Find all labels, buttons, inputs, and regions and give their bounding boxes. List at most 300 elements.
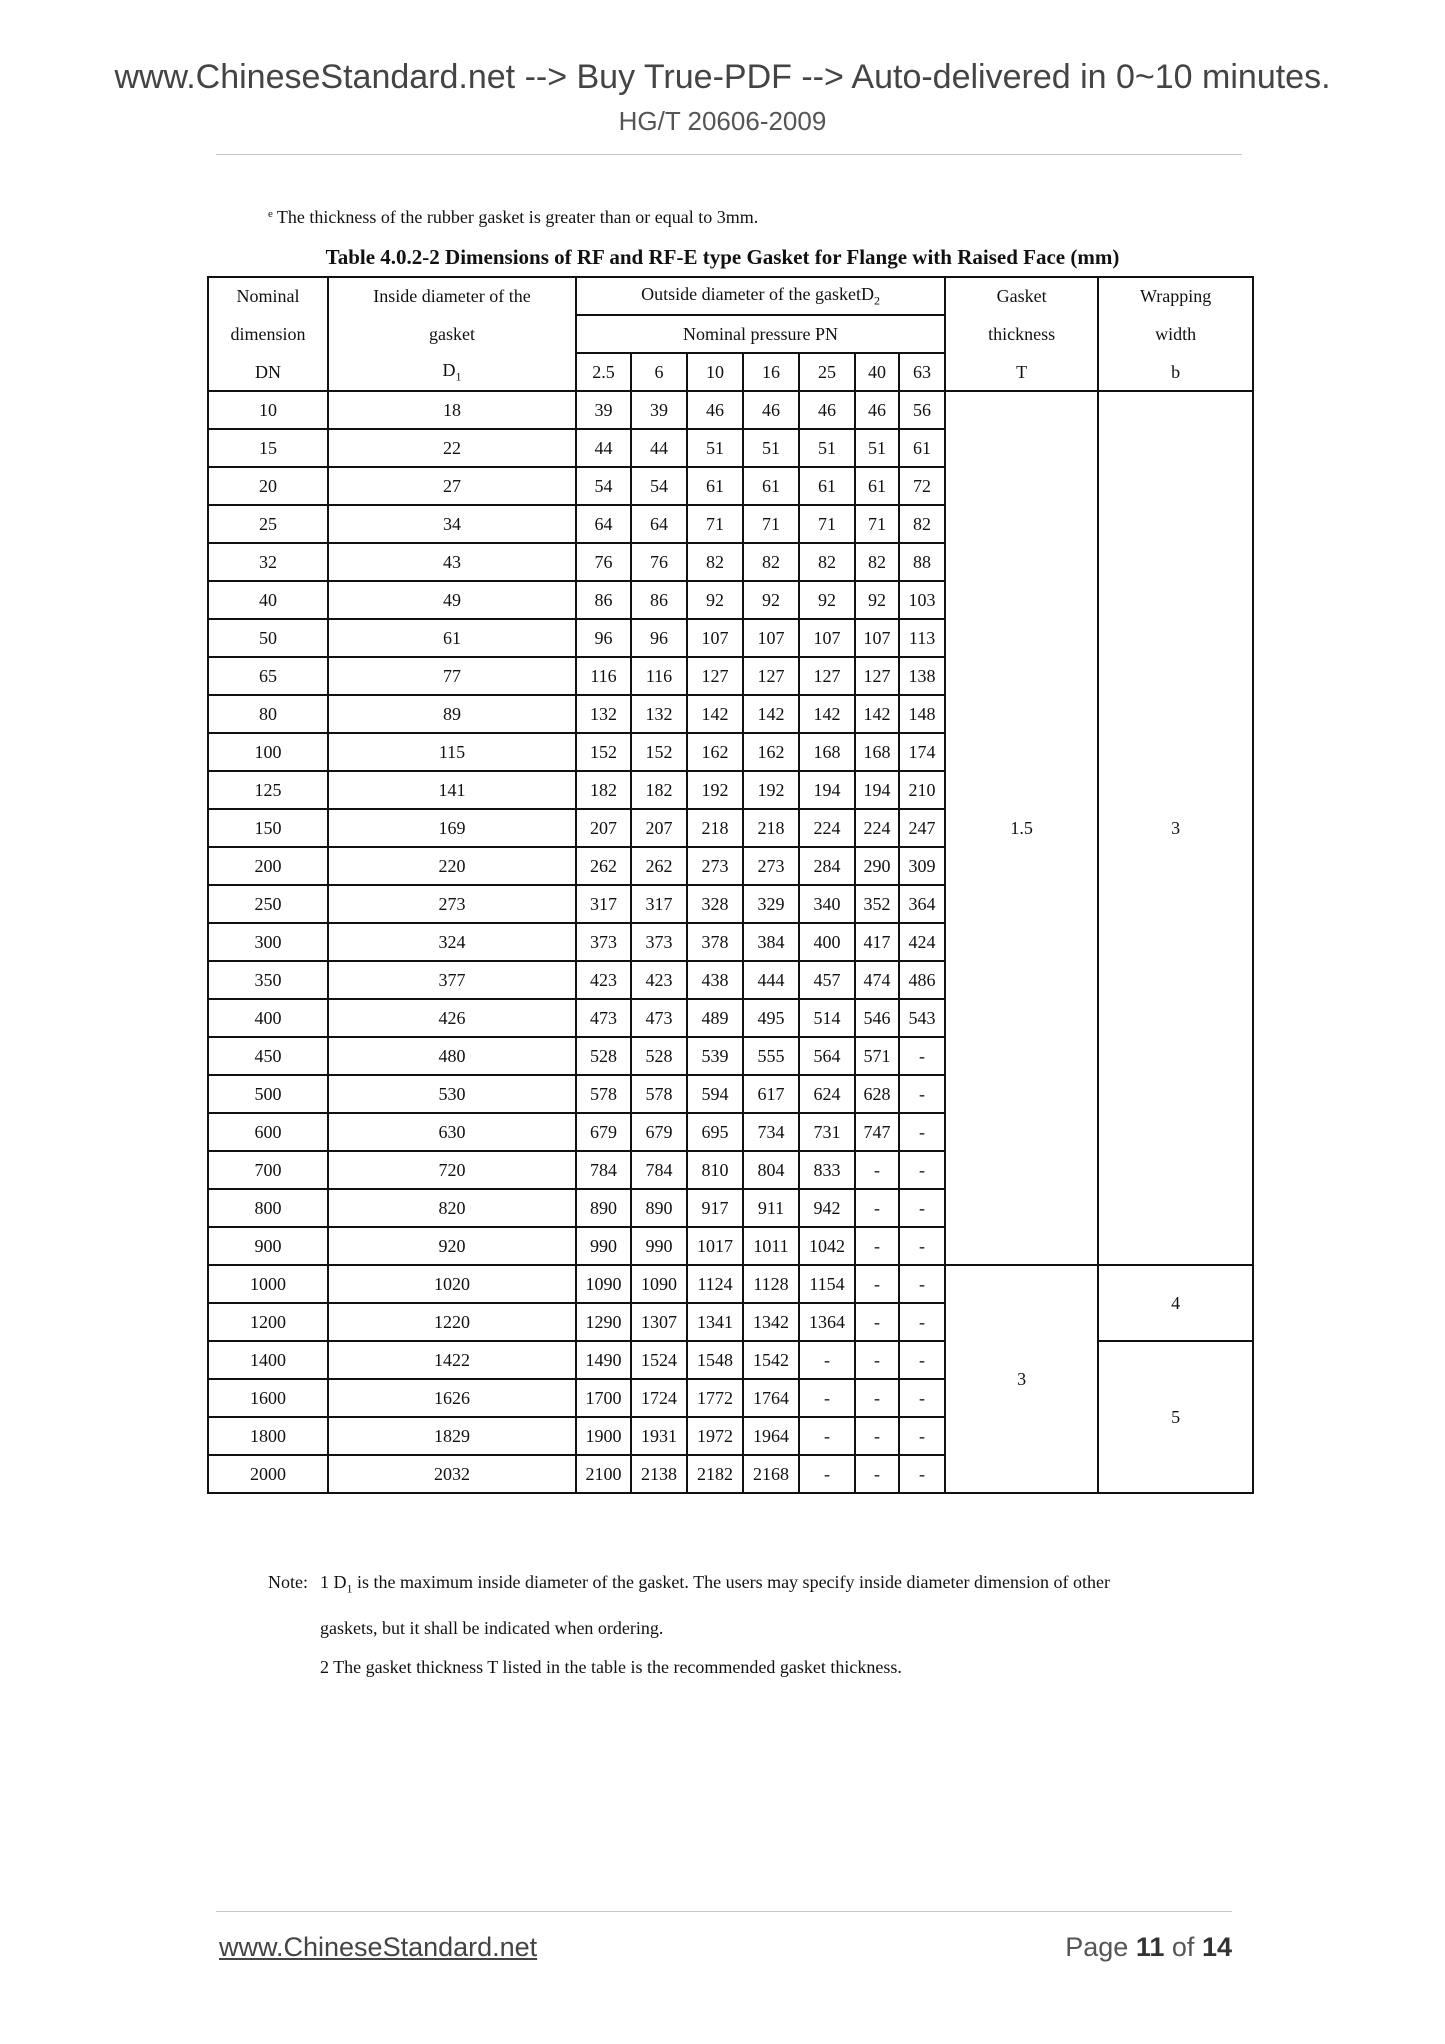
header-row-1 (208, 277, 1253, 315)
od-pn25-cell: 284 (799, 847, 855, 885)
header-outside-diameter (576, 277, 945, 315)
od-pn6-cell: 76 (631, 543, 687, 581)
footer-site-link[interactable]: www.ChineseStandard.net (219, 1932, 538, 1962)
od-pn6-cell: 423 (631, 961, 687, 999)
od-pn40-cell: - (855, 1379, 899, 1417)
od-pn63-cell: 113 (899, 619, 945, 657)
od-pn6-cell: 44 (631, 429, 687, 467)
page-total: 14 (1201, 1932, 1232, 1962)
od-pn25-cell: 731 (799, 1113, 855, 1151)
od-pn25-cell: 194 (799, 771, 855, 809)
od-pn6-cell: 679 (631, 1113, 687, 1151)
dn-cell: 1400 (208, 1341, 328, 1379)
inside-diameter-cell: 1626 (328, 1379, 576, 1417)
inside-diameter-cell: 920 (328, 1227, 576, 1265)
od-pn2-5-cell: 784 (576, 1151, 631, 1189)
od-pn25-cell: 92 (799, 581, 855, 619)
od-pn63-cell: 138 (899, 657, 945, 695)
od-pn40-cell: 628 (855, 1075, 899, 1113)
od-pn2-5-cell: 473 (576, 999, 631, 1037)
footnote (268, 207, 758, 228)
od-pn40-cell: 747 (855, 1113, 899, 1151)
od-pn16-cell: 444 (743, 961, 799, 999)
dn-cell: 450 (208, 1037, 328, 1075)
od-pn40-cell: - (855, 1417, 899, 1455)
dn-cell: 1600 (208, 1379, 328, 1417)
inside-diameter-cell: 141 (328, 771, 576, 809)
od-pn16-cell: 1342 (743, 1303, 799, 1341)
od-pn10-cell: 218 (687, 809, 743, 847)
inside-diameter-cell: 426 (328, 999, 576, 1037)
od-pn16-cell: 804 (743, 1151, 799, 1189)
inside-diameter-cell: 34 (328, 505, 576, 543)
od-pn63-cell: 424 (899, 923, 945, 961)
table-body (208, 277, 1253, 1493)
table-notes (268, 1563, 1243, 1687)
dn-cell: 50 (208, 619, 328, 657)
od-pn40-cell: 46 (855, 391, 899, 429)
dn-cell: 10 (208, 391, 328, 429)
od-pn25-cell: - (799, 1379, 855, 1417)
od-pn10-cell: 539 (687, 1037, 743, 1075)
od-pn25-cell: 51 (799, 429, 855, 467)
inside-diameter-cell: 377 (328, 961, 576, 999)
od-pn16-cell: 46 (743, 391, 799, 429)
header-divider (216, 154, 1242, 155)
od-pn16-cell: 92 (743, 581, 799, 619)
od-pn63-cell: - (899, 1189, 945, 1227)
page-indicator (1065, 1932, 1232, 1963)
od-pn63-cell: 61 (899, 429, 945, 467)
gasket-thickness-cell: 3 (945, 1265, 1098, 1493)
od-pn25-cell: 82 (799, 543, 855, 581)
inside-diameter-cell: 820 (328, 1189, 576, 1227)
od-pn40-cell: 92 (855, 581, 899, 619)
od-pn10-cell: 51 (687, 429, 743, 467)
od-pn10-cell: 71 (687, 505, 743, 543)
inside-diameter-cell: 89 (328, 695, 576, 733)
od-pn10-cell: 1548 (687, 1341, 743, 1379)
table-row (208, 391, 1253, 429)
od-pn16-cell: 495 (743, 999, 799, 1037)
od-pn2-5-cell: 317 (576, 885, 631, 923)
od-pn40-cell: 290 (855, 847, 899, 885)
od-pn25-cell: 400 (799, 923, 855, 961)
header-pn: 63 (899, 353, 945, 391)
header-nominal-3: DN (208, 353, 328, 391)
od-pn63-cell: 543 (899, 999, 945, 1037)
od-pn10-cell: 92 (687, 581, 743, 619)
od-pn63-cell: - (899, 1151, 945, 1189)
header-nominal-pressure: Nominal pressure PN (576, 315, 945, 353)
od-pn6-cell: 1524 (631, 1341, 687, 1379)
od-pn10-cell: 810 (687, 1151, 743, 1189)
od-pn16-cell: 273 (743, 847, 799, 885)
od-pn6-cell: 990 (631, 1227, 687, 1265)
od-pn16-cell: 71 (743, 505, 799, 543)
od-pn25-cell: 340 (799, 885, 855, 923)
od-pn63-cell: - (899, 1037, 945, 1075)
od-pn16-cell: 1964 (743, 1417, 799, 1455)
inside-diameter-cell: 1020 (328, 1265, 576, 1303)
od-pn10-cell: 192 (687, 771, 743, 809)
od-pn10-cell: 1972 (687, 1417, 743, 1455)
note-1-continuation: gaskets, but it shall be indicated when ordering. (320, 1617, 664, 1638)
inside-diameter-cell: 220 (328, 847, 576, 885)
od-pn63-cell: 174 (899, 733, 945, 771)
od-pn6-cell: 1724 (631, 1379, 687, 1417)
dn-cell: 1800 (208, 1417, 328, 1455)
od-pn40-cell: 51 (855, 429, 899, 467)
od-pn2-5-cell: 1900 (576, 1417, 631, 1455)
od-pn40-cell: 127 (855, 657, 899, 695)
od-pn16-cell: 218 (743, 809, 799, 847)
dn-cell: 25 (208, 505, 328, 543)
od-pn16-cell: 1542 (743, 1341, 799, 1379)
od-pn40-cell: - (855, 1189, 899, 1227)
dn-cell: 300 (208, 923, 328, 961)
od-pn63-cell: 309 (899, 847, 945, 885)
inside-diameter-cell: 61 (328, 619, 576, 657)
header-pn: 25 (799, 353, 855, 391)
od-pn2-5-cell: 64 (576, 505, 631, 543)
od-pn63-cell: - (899, 1227, 945, 1265)
footer-divider (216, 1911, 1232, 1912)
note-1-body: is the maximum inside diameter of the gasket. The users may specify inside diameter dimension of other (352, 1572, 1110, 1592)
od-pn40-cell: - (855, 1341, 899, 1379)
od-pn16-cell: 192 (743, 771, 799, 809)
od-pn25-cell: 1042 (799, 1227, 855, 1265)
od-pn2-5-cell: 132 (576, 695, 631, 733)
page-word: Page (1065, 1932, 1129, 1962)
od-pn40-cell: 571 (855, 1037, 899, 1075)
inside-diameter-cell: 115 (328, 733, 576, 771)
standard-number: HG/T 20606-2009 (618, 106, 827, 136)
inside-diameter-cell: 480 (328, 1037, 576, 1075)
od-pn40-cell: 61 (855, 467, 899, 505)
od-pn2-5-cell: 39 (576, 391, 631, 429)
od-pn40-cell: 194 (855, 771, 899, 809)
od-pn16-cell: 329 (743, 885, 799, 923)
od-pn25-cell: - (799, 1455, 855, 1493)
od-pn2-5-cell: 679 (576, 1113, 631, 1151)
dn-cell: 150 (208, 809, 328, 847)
od-pn2-5-cell: 890 (576, 1189, 631, 1227)
table-row (208, 1265, 1253, 1303)
inside-diameter-cell: 630 (328, 1113, 576, 1151)
od-pn10-cell: 328 (687, 885, 743, 923)
od-pn6-cell: 116 (631, 657, 687, 695)
od-pn25-cell: 564 (799, 1037, 855, 1075)
header-outside-text: Outside diameter of the gasketD (641, 283, 875, 304)
od-pn2-5-cell: 76 (576, 543, 631, 581)
od-pn63-cell: - (899, 1113, 945, 1151)
od-pn10-cell: 46 (687, 391, 743, 429)
gasket-thickness-cell: 1.5 (945, 391, 1098, 1265)
table-title: Table 4.0.2-2 Dimensions of RF and RF-E type Gasket for Flange with Raised Face (mm) (325, 245, 1120, 269)
od-pn63-cell: 148 (899, 695, 945, 733)
inside-diameter-cell: 2032 (328, 1455, 576, 1493)
od-pn16-cell: 82 (743, 543, 799, 581)
od-pn6-cell: 86 (631, 581, 687, 619)
od-pn10-cell: 142 (687, 695, 743, 733)
od-pn40-cell: 224 (855, 809, 899, 847)
header-inside-symbol: D (442, 359, 456, 380)
od-pn6-cell: 317 (631, 885, 687, 923)
note-1-text (320, 1563, 1243, 1609)
dn-cell: 20 (208, 467, 328, 505)
od-pn16-cell: 734 (743, 1113, 799, 1151)
dn-cell: 350 (208, 961, 328, 999)
od-pn25-cell: 942 (799, 1189, 855, 1227)
od-pn10-cell: 273 (687, 847, 743, 885)
od-pn40-cell: 107 (855, 619, 899, 657)
od-pn25-cell: 71 (799, 505, 855, 543)
od-pn25-cell: 514 (799, 999, 855, 1037)
od-pn10-cell: 1124 (687, 1265, 743, 1303)
dn-cell: 32 (208, 543, 328, 581)
od-pn63-cell: - (899, 1303, 945, 1341)
od-pn25-cell: 833 (799, 1151, 855, 1189)
od-pn16-cell: 51 (743, 429, 799, 467)
od-pn16-cell: 127 (743, 657, 799, 695)
od-pn25-cell: 61 (799, 467, 855, 505)
od-pn2-5-cell: 1700 (576, 1379, 631, 1417)
od-pn2-5-cell: 207 (576, 809, 631, 847)
od-pn63-cell: 72 (899, 467, 945, 505)
inside-diameter-cell: 18 (328, 391, 576, 429)
dn-cell: 1200 (208, 1303, 328, 1341)
header-outside-sub: 2 (874, 293, 881, 308)
wrapping-width-cell: 3 (1098, 391, 1253, 1265)
od-pn63-cell: - (899, 1341, 945, 1379)
dn-cell: 80 (208, 695, 328, 733)
header-row-3 (208, 353, 1253, 391)
od-pn6-cell: 2138 (631, 1455, 687, 1493)
od-pn6-cell: 132 (631, 695, 687, 733)
header-thickness-2: thickness (945, 315, 1098, 353)
od-pn63-cell: 56 (899, 391, 945, 429)
od-pn25-cell: 107 (799, 619, 855, 657)
dn-cell: 250 (208, 885, 328, 923)
od-pn40-cell: 474 (855, 961, 899, 999)
od-pn40-cell: 71 (855, 505, 899, 543)
header-wrapping-2: width (1098, 315, 1253, 353)
header-inside-3 (328, 353, 576, 391)
note-1-sub: 1 (346, 1581, 353, 1596)
od-pn6-cell: 39 (631, 391, 687, 429)
od-pn6-cell: 54 (631, 467, 687, 505)
note-1 (268, 1563, 1243, 1609)
header-pn: 6 (631, 353, 687, 391)
od-pn6-cell: 207 (631, 809, 687, 847)
header-pn: 10 (687, 353, 743, 391)
od-pn16-cell: 107 (743, 619, 799, 657)
od-pn25-cell: 168 (799, 733, 855, 771)
dn-cell: 400 (208, 999, 328, 1037)
od-pn10-cell: 61 (687, 467, 743, 505)
od-pn6-cell: 1307 (631, 1303, 687, 1341)
inside-diameter-cell: 169 (328, 809, 576, 847)
od-pn2-5-cell: 1290 (576, 1303, 631, 1341)
inside-diameter-cell: 49 (328, 581, 576, 619)
od-pn6-cell: 890 (631, 1189, 687, 1227)
od-pn2-5-cell: 116 (576, 657, 631, 695)
od-pn16-cell: 555 (743, 1037, 799, 1075)
od-pn2-5-cell: 152 (576, 733, 631, 771)
od-pn10-cell: 82 (687, 543, 743, 581)
od-pn10-cell: 107 (687, 619, 743, 657)
od-pn2-5-cell: 54 (576, 467, 631, 505)
od-pn6-cell: 373 (631, 923, 687, 961)
od-pn2-5-cell: 1090 (576, 1265, 631, 1303)
header-pn: 2.5 (576, 353, 631, 391)
dn-cell: 65 (208, 657, 328, 695)
inside-diameter-cell: 530 (328, 1075, 576, 1113)
header-thickness-3: T (945, 353, 1098, 391)
od-pn63-cell: - (899, 1379, 945, 1417)
dn-cell: 2000 (208, 1455, 328, 1493)
dn-cell: 15 (208, 429, 328, 467)
dn-cell: 200 (208, 847, 328, 885)
wrapping-width-cell: 5 (1098, 1341, 1253, 1493)
od-pn10-cell: 127 (687, 657, 743, 695)
od-pn63-cell: - (899, 1455, 945, 1493)
od-pn25-cell: 1364 (799, 1303, 855, 1341)
od-pn25-cell: 127 (799, 657, 855, 695)
od-pn10-cell: 1017 (687, 1227, 743, 1265)
od-pn25-cell: 142 (799, 695, 855, 733)
od-pn10-cell: 2182 (687, 1455, 743, 1493)
dn-cell: 40 (208, 581, 328, 619)
od-pn63-cell: 88 (899, 543, 945, 581)
od-pn63-cell: - (899, 1417, 945, 1455)
inside-diameter-cell: 720 (328, 1151, 576, 1189)
od-pn10-cell: 438 (687, 961, 743, 999)
note-1-prefix: 1 D (320, 1572, 347, 1592)
od-pn6-cell: 1931 (631, 1417, 687, 1455)
od-pn16-cell: 2168 (743, 1455, 799, 1493)
od-pn40-cell: - (855, 1151, 899, 1189)
header-wrapping-3: b (1098, 353, 1253, 391)
note-2: 2 The gasket thickness T listed in the table is the recommended gasket thickness. (320, 1656, 902, 1677)
dn-cell: 800 (208, 1189, 328, 1227)
od-pn10-cell: 695 (687, 1113, 743, 1151)
od-pn2-5-cell: 86 (576, 581, 631, 619)
od-pn2-5-cell: 373 (576, 923, 631, 961)
od-pn40-cell: 352 (855, 885, 899, 923)
inside-diameter-cell: 273 (328, 885, 576, 923)
footnote-text: The thickness of the rubber gasket is greater than or equal to 3mm. (276, 207, 759, 227)
od-pn63-cell: 247 (899, 809, 945, 847)
header-wrapping-1: Wrapping (1098, 277, 1253, 315)
od-pn6-cell: 182 (631, 771, 687, 809)
header-nominal-2: dimension (208, 315, 328, 353)
od-pn63-cell: 486 (899, 961, 945, 999)
od-pn40-cell: 417 (855, 923, 899, 961)
header-nominal-1: Nominal (208, 277, 328, 315)
od-pn2-5-cell: 1490 (576, 1341, 631, 1379)
inside-diameter-cell: 1829 (328, 1417, 576, 1455)
od-pn2-5-cell: 182 (576, 771, 631, 809)
od-pn40-cell: - (855, 1455, 899, 1493)
od-pn10-cell: 594 (687, 1075, 743, 1113)
od-pn40-cell: 546 (855, 999, 899, 1037)
page-of: of (1171, 1932, 1195, 1962)
header-row-2 (208, 315, 1253, 353)
inside-diameter-cell: 77 (328, 657, 576, 695)
od-pn25-cell: 457 (799, 961, 855, 999)
od-pn63-cell: 103 (899, 581, 945, 619)
od-pn40-cell: 82 (855, 543, 899, 581)
od-pn63-cell: 364 (899, 885, 945, 923)
od-pn16-cell: 1764 (743, 1379, 799, 1417)
od-pn2-5-cell: 44 (576, 429, 631, 467)
od-pn25-cell: 1154 (799, 1265, 855, 1303)
od-pn16-cell: 162 (743, 733, 799, 771)
od-pn10-cell: 1772 (687, 1379, 743, 1417)
od-pn6-cell: 473 (631, 999, 687, 1037)
od-pn40-cell: - (855, 1303, 899, 1341)
od-pn25-cell: 224 (799, 809, 855, 847)
od-pn63-cell: - (899, 1265, 945, 1303)
dn-cell: 1000 (208, 1265, 328, 1303)
od-pn6-cell: 528 (631, 1037, 687, 1075)
header-banner[interactable]: www.ChineseStandard.net --> Buy True-PDF --> Auto-delivered in 0~10 minutes. (114, 58, 1331, 96)
od-pn2-5-cell: 262 (576, 847, 631, 885)
od-pn10-cell: 162 (687, 733, 743, 771)
od-pn63-cell: - (899, 1075, 945, 1113)
od-pn40-cell: - (855, 1227, 899, 1265)
header-pn: 40 (855, 353, 899, 391)
gasket-dimensions-table (207, 276, 1254, 1494)
note-label: Note: (268, 1572, 308, 1592)
page-current: 11 (1135, 1932, 1165, 1962)
header-thickness-1: Gasket (945, 277, 1098, 315)
od-pn6-cell: 96 (631, 619, 687, 657)
od-pn10-cell: 917 (687, 1189, 743, 1227)
inside-diameter-cell: 27 (328, 467, 576, 505)
od-pn16-cell: 1128 (743, 1265, 799, 1303)
inside-diameter-cell: 43 (328, 543, 576, 581)
wrapping-width-cell: 4 (1098, 1265, 1253, 1341)
od-pn2-5-cell: 578 (576, 1075, 631, 1113)
od-pn25-cell: 46 (799, 391, 855, 429)
od-pn2-5-cell: 990 (576, 1227, 631, 1265)
od-pn6-cell: 64 (631, 505, 687, 543)
od-pn6-cell: 152 (631, 733, 687, 771)
od-pn25-cell: 624 (799, 1075, 855, 1113)
inside-diameter-cell: 1220 (328, 1303, 576, 1341)
od-pn16-cell: 911 (743, 1189, 799, 1227)
od-pn16-cell: 617 (743, 1075, 799, 1113)
od-pn10-cell: 378 (687, 923, 743, 961)
od-pn40-cell: 168 (855, 733, 899, 771)
od-pn6-cell: 784 (631, 1151, 687, 1189)
header-inside-2: gasket (328, 315, 576, 353)
dn-cell: 500 (208, 1075, 328, 1113)
od-pn16-cell: 61 (743, 467, 799, 505)
od-pn63-cell: 210 (899, 771, 945, 809)
od-pn63-cell: 82 (899, 505, 945, 543)
dn-cell: 700 (208, 1151, 328, 1189)
od-pn6-cell: 578 (631, 1075, 687, 1113)
od-pn6-cell: 262 (631, 847, 687, 885)
inside-diameter-cell: 324 (328, 923, 576, 961)
od-pn25-cell: - (799, 1341, 855, 1379)
dn-cell: 600 (208, 1113, 328, 1151)
od-pn10-cell: 489 (687, 999, 743, 1037)
